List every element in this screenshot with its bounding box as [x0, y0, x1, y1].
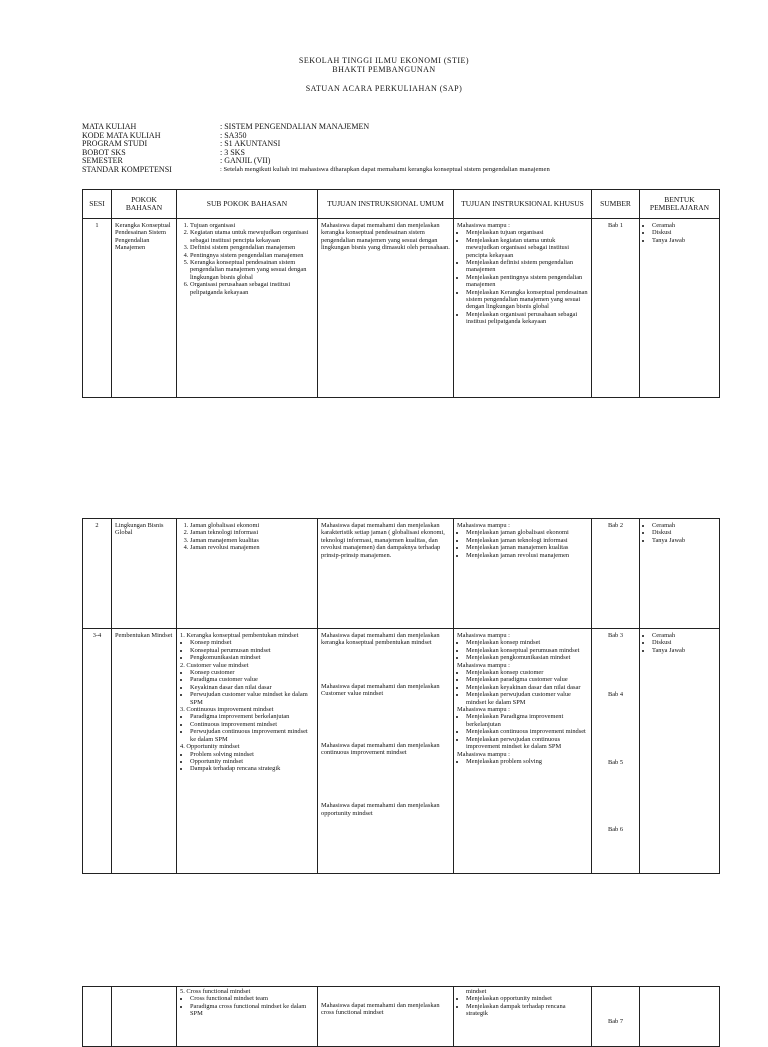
- table-header-row: [83, 190, 720, 219]
- bentuk-cell: • Ceramah • Diskusi • Tanya Jawab: [640, 219, 720, 398]
- pokok-cell: Pembentukan Mindset: [112, 629, 177, 874]
- bentuk-cell: • Ceramah • Diskusi • Tanya Jawab: [640, 519, 720, 629]
- table-row: [83, 629, 720, 874]
- info-row: STANDAR KOMPETENSI : Setelah mengikuti kuliah ini mahasiswa diharapkan dapat memahami kerangka konseptual sistem pengendalian manajemen: [82, 164, 550, 174]
- sap-table-2: [82, 518, 720, 874]
- info-row: KODE MATA KULIAH : SA350: [82, 130, 247, 140]
- tiu-cell: Mahasiswa dapat memahami dan menjelaskan cross functional mindset: [318, 987, 454, 1047]
- col-pokok: POKOK BAHASAN: [112, 190, 177, 219]
- sap-table-1: [82, 189, 720, 398]
- sesi-cell: [83, 987, 112, 1047]
- info-row: PROGRAM STUDI : S1 AKUNTANSI: [82, 139, 281, 148]
- sap-table-3: [82, 986, 720, 1047]
- tik-cell: Mahasiswa mampu : • Menjelaskan jaman globalisasi ekonomi • Menjelaskan jaman teknologi informasi • Menjelaskan jaman manajemen kualitas • Menjelaskan jaman revolusi manajemen: [454, 519, 592, 629]
- sub-cell: 1. Tujuan organisasi 2. Kegiatan utama untuk mewujudkan organisasi sebagai institusi pencipta kekayaan 3. Definisi sistem pengendalian manajemen 4. Pentingnya sistem pengendalian manajemen 5. Kerangka konseptual pendesainan sistem pengendalian manajemen yang sesuai dengan lingkungan bisnis global 6. Organisasi perusahaan sebagai institusi pelipatganda kekayaan: [177, 219, 318, 398]
- col-tiu: TUJUAN INSTRUKSIONAL UMUM: [318, 190, 454, 219]
- sesi-cell: 3-4: [83, 629, 112, 874]
- sesi-cell: 2: [83, 519, 112, 629]
- sumber-cell: Bab 2: [592, 519, 640, 629]
- bentuk-cell: [640, 987, 720, 1047]
- document-title: SATUAN ACARA PERKULIAHAN (SAP): [305, 84, 463, 93]
- sub-cell: 1. Kerangka konseptual pembentukan mindset • Konsep mindset • Konseptual perumusan mindset • Pengkomunikasian mindset 2. Customer value mindset • Konsep customer • Paradigma customer value • Keyakinan dasar dan nilai dasar • Perwujudan customer value mindset ke dalam SPM 3. Continuous improvement mindset • Paradigma improvement berkelanjutan • Continuous improvement mindset • Perwujudan continuous improvement mindset ke dalam SPM 4. Opportunity mindset • Problem solving mindset • Opportunity mindset • Dampak terhadap rencana strategik: [177, 629, 318, 874]
- sumber-cell: Bab 3 Bab 4 Bab 5 Bab 6: [592, 629, 640, 874]
- tik-cell: Mahasiswa mampu : • Menjelaskan konsep mindset • Menjelaskan konseptual perumusan mindset • Menjelaskan pengkomunikasian mindset Mahasiswa mampu : • Menjelaskan konsep customer • Menjelaskan paradigma customer value • Menjelaskan keyakinan dasar dan nilai dasar • Menjelaskan perwujudan customer value mindset ke dalam SPM Mahasiswa mampu : • Menjelaskan Paradigma improvement berkelanjutan • Menjelaskan continuous improvement mindset • Menjelaskan perwujudan continuous improvement mindset ke dalam SPM Mahasiswa mampu : • Menjelaskan problem solving: [454, 629, 592, 874]
- pokok-cell: Lingkungan Bisnis Global: [112, 519, 177, 629]
- table-row: [83, 519, 720, 629]
- school-subname: BHAKTI PEMBANGUNAN: [332, 65, 436, 74]
- col-bentuk: BENTUK PEMBELAJARAN: [640, 190, 720, 219]
- tiu-cell: Mahasiswa dapat memahami dan menjelaskan karakteristik setiap jaman ( globalisasi ekonomi, teknologi informasi, manajemen kualitas, dan revolusi manajemen) dan dampaknya terhadap prinsip-prinsip manajemen.: [318, 519, 454, 629]
- tiu-cell: Mahasiswa dapat memahami dan menjelaskan kerangka konseptual pendesainan sistem pengendalian manajemen yang sesuai dengan lingkungan bisnis yang dimasuki oleh perusahaan.: [318, 219, 454, 398]
- sumber-cell: Bab 1: [592, 219, 640, 398]
- table-row: [83, 987, 720, 1047]
- pokok-cell: Kerangka Konseptual Pendesainan Sistem Pengendalian Manajemen: [112, 219, 177, 398]
- info-row: BOBOT SKS : 3 SKS: [82, 147, 245, 157]
- col-tik: TUJUAN INSTRUKSIONAL KHUSUS: [454, 190, 592, 219]
- course-info: [82, 123, 550, 174]
- sesi-cell: 1: [83, 219, 112, 398]
- tik-cell: mindset • Menjelaskan opportunity mindset • Menjelaskan dampak terhadap rencana strategik: [454, 987, 592, 1047]
- pokok-cell: [112, 987, 177, 1047]
- bentuk-cell: • Ceramah • Diskusi • Tanya Jawab: [640, 629, 720, 874]
- school-name: SEKOLAH TINGGI ILMU EKONOMI (STIE): [298, 56, 470, 65]
- sub-cell: 5. Cross functional mindset • Cross functional mindset team • Paradigma cross functional mindset ke dalam SPM: [177, 987, 318, 1047]
- table-row: [83, 219, 720, 398]
- sub-cell: 1. Jaman globalisasi ekonomi 2. Jaman teknologi informasi 3. Jaman manajemen kualitas 4. Jaman revolusi manajemen: [177, 519, 318, 629]
- tik-cell: Mahasiswa mampu : • Menjelaskan tujuan organisasi • Menjelaskan kegiatan utama untuk mewujudkan organisasi sebagai institusi pencipta kekayaan • Menjelaskan definisi sistem pengendalian manajemen • Menjelaskan pentingnya sistem pengendalian manajemen • Menjelaskan Kerangka konseptual pendesainan sistem pengendalian manajemen yang sesuai dengan lingkungan bisnis global • Menjelaskan organisasi perusahaan sebagai institusi pelipatganda kekayaan: [454, 219, 592, 398]
- col-sesi: SESI: [83, 190, 112, 219]
- col-sumber: SUMBER: [592, 190, 640, 219]
- tiu-cell: Mahasiswa dapat memahami dan menjelaskan kerangka konseptual pembentukan mindset Mahasiswa dapat memahami dan menjelaskan Customer value mindset Mahasiswa dapat memahami dan menjelaskan continuous improvement mindset Mahasiswa dapat memahami dan menjelaskan opportunity mindset: [318, 629, 454, 874]
- info-row: MATA KULIAH : SISTEM PENGENDALIAN MANAJEMEN: [82, 122, 370, 131]
- col-sub: SUB POKOK BAHASAN: [177, 190, 318, 219]
- info-row: SEMESTER : GANJIL (VII): [82, 156, 271, 165]
- sumber-cell: Bab 7: [592, 987, 640, 1047]
